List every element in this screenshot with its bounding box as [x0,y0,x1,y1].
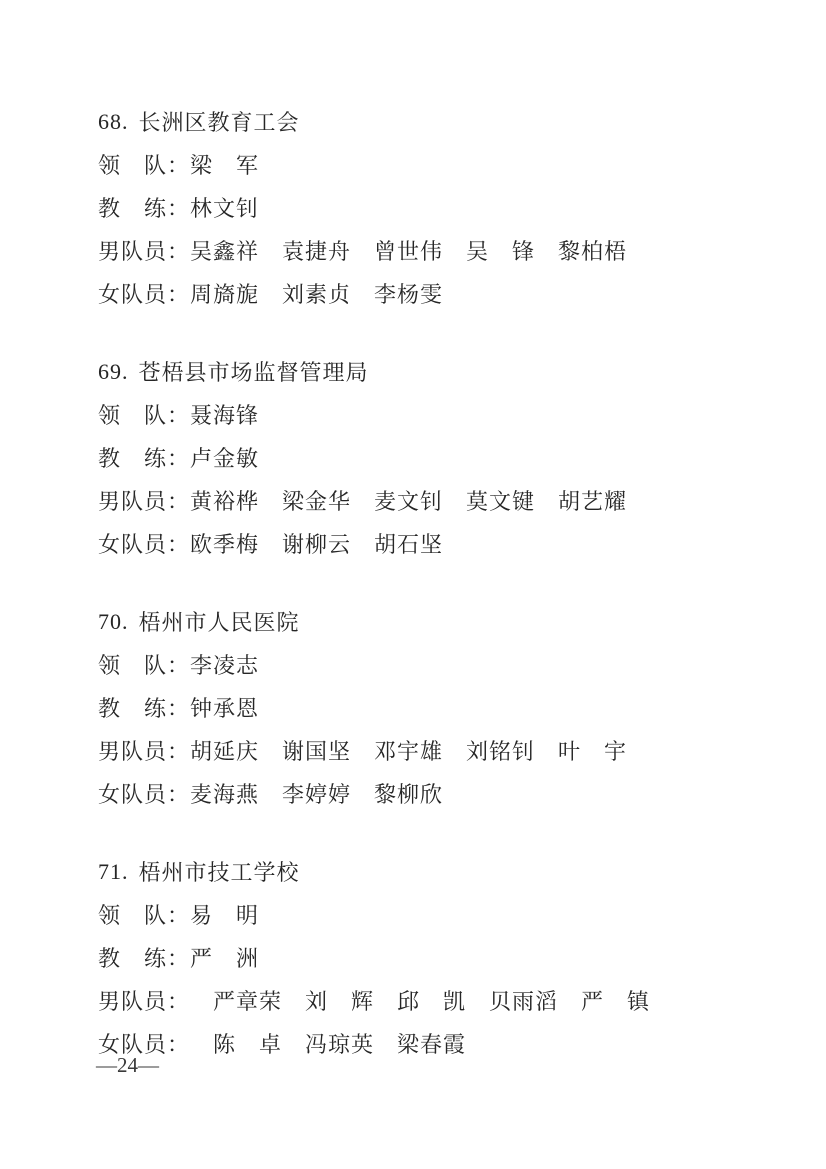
info-line [98,936,778,979]
section-number: 71. [98,858,129,884]
info-line [98,772,778,815]
organization-name: 梧州市技工学校 [138,860,300,885]
info-line [98,479,778,522]
info-line [98,979,778,1022]
section-number: 68. [98,108,129,134]
role-value: 周旖旎 刘素贞 李杨雯 [190,282,444,307]
team-section [98,100,778,315]
page-number: —24— [96,1053,159,1077]
info-line [98,229,778,272]
role-label: 女队员： [98,532,191,557]
section-heading [98,850,778,893]
role-label: 领 队： [98,153,191,178]
role-label: 教 练： [98,446,191,471]
role-label: 教 练： [98,946,191,971]
role-label: 女队员： [98,282,191,307]
role-value: 欧季梅 谢柳云 胡石坚 [190,532,444,557]
role-value: 李凌志 [190,653,260,678]
section-number: 69. [98,358,129,384]
role-value: 梁 军 [190,153,260,178]
role-label: 教 练： [98,196,191,221]
section-heading [98,350,778,393]
info-line [98,436,778,479]
role-label: 教 练： [98,696,191,721]
role-value: 黄裕桦 梁金华 麦文钊 莫文键 胡艺耀 [190,489,628,514]
role-label: 领 队： [98,903,191,928]
role-label: 男队员： [98,989,191,1014]
info-line [98,272,778,315]
role-value: 吴鑫祥 袁捷舟 曾世伟 吴 锋 黎柏梧 [190,239,628,264]
team-section [98,850,778,1065]
team-section [98,600,778,815]
info-line [98,522,778,565]
role-value: 林文钊 [190,196,260,221]
role-label: 女队员： [98,782,191,807]
section-heading [98,600,778,643]
organization-name: 苍梧县市场监督管理局 [138,360,369,385]
role-label: 女队员： [98,1032,191,1057]
organization-name: 梧州市人民医院 [138,610,300,635]
team-section [98,350,778,565]
role-label: 领 队： [98,653,191,678]
role-value: 严 洲 [190,946,260,971]
info-line [98,893,778,936]
role-value: 严章荣 刘 辉 邱 凯 贝雨滔 严 镇 [190,989,651,1014]
organization-name: 长洲区教育工会 [138,110,300,135]
role-label: 男队员： [98,239,191,264]
role-value: 胡延庆 谢国坚 邓宇雄 刘铭钊 叶 宇 [190,739,628,764]
role-value: 陈 卓 冯琼英 梁春霞 [190,1032,467,1057]
info-line [98,186,778,229]
role-value: 易 明 [190,903,260,928]
section-number: 70. [98,608,129,634]
info-line [98,686,778,729]
role-value: 麦海燕 李婷婷 黎柳欣 [190,782,444,807]
role-value: 卢金敏 [190,446,260,471]
role-value: 聂海锋 [190,403,260,428]
info-line [98,643,778,686]
info-line [98,393,778,436]
role-label: 男队员： [98,489,191,514]
role-value: 钟承恩 [190,696,260,721]
info-line [98,143,778,186]
section-heading [98,100,778,143]
info-line [98,729,778,772]
role-label: 男队员： [98,739,191,764]
role-label: 领 队： [98,403,191,428]
info-line [98,1022,778,1065]
